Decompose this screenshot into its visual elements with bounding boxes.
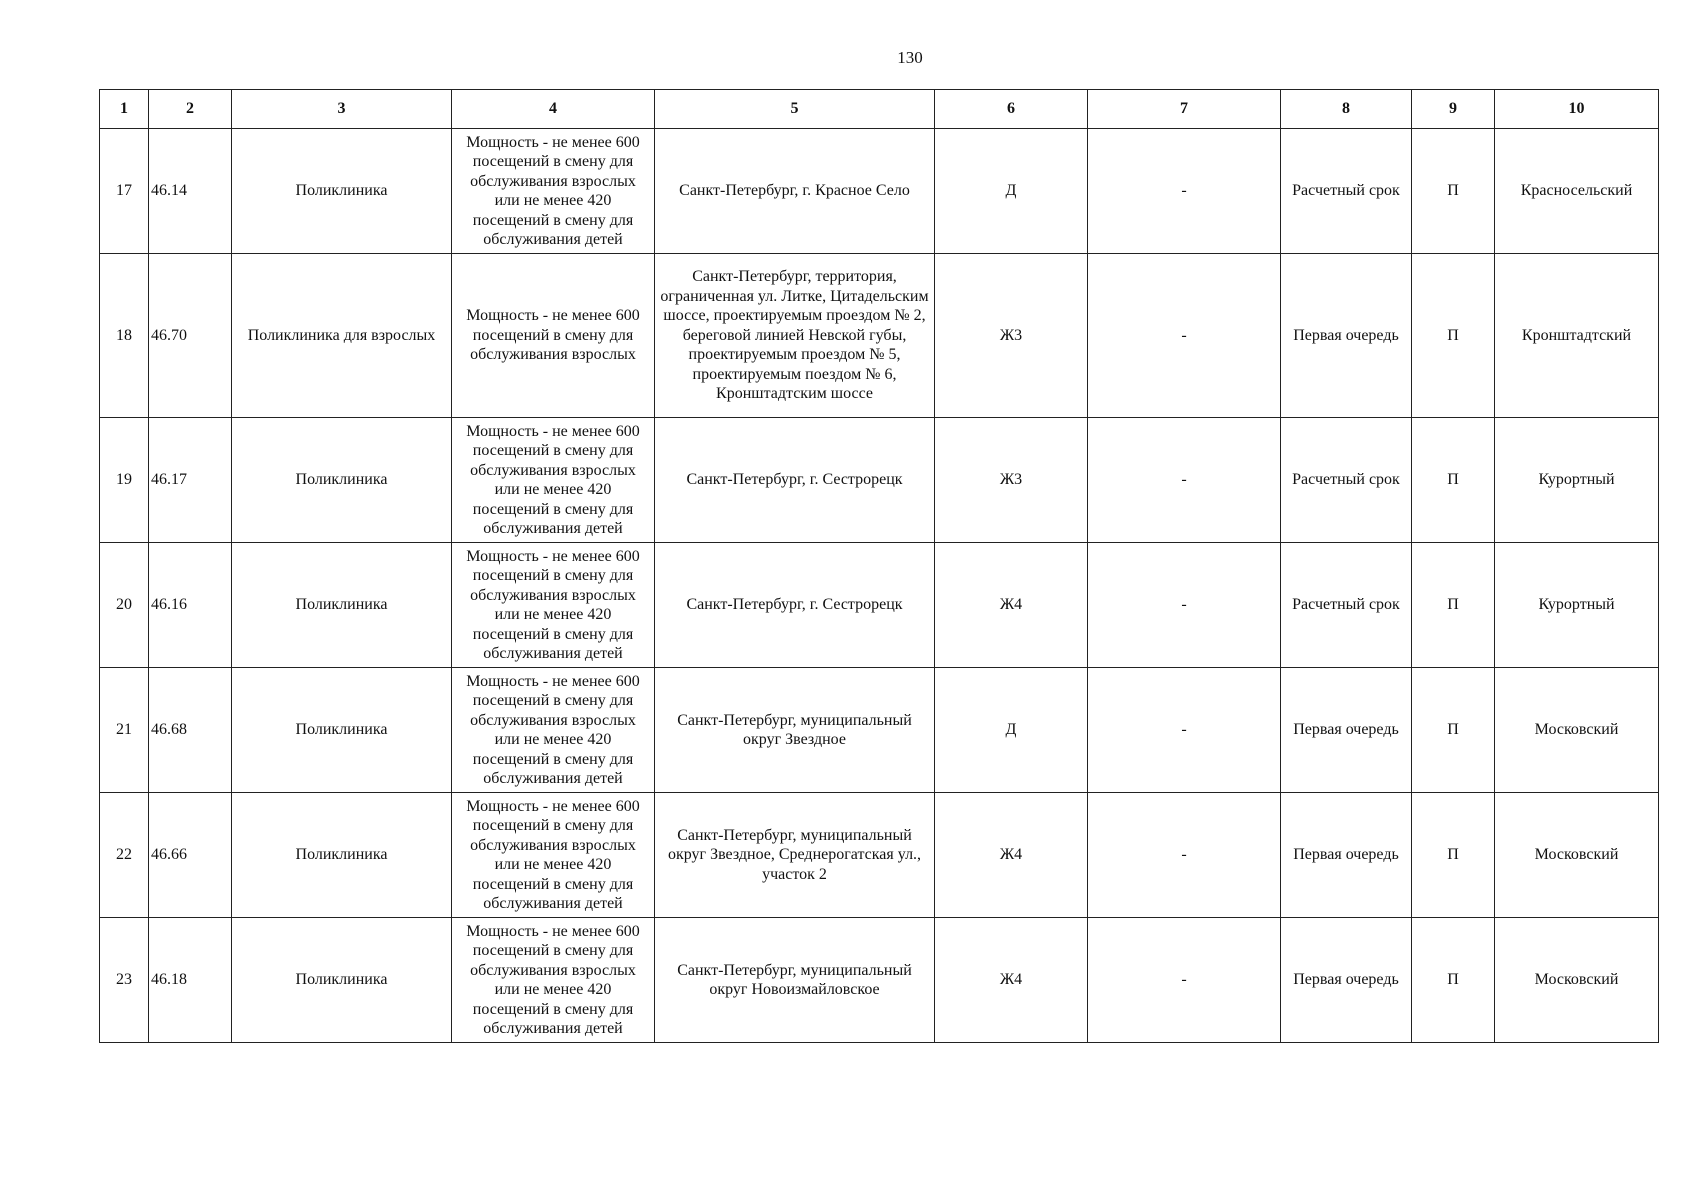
cell-location: Санкт-Петербург, муниципальный округ Новоизмайловское — [655, 918, 935, 1043]
cell-term: Первая очередь — [1281, 254, 1412, 418]
cell-zone: Д — [935, 668, 1088, 793]
cell-facility-name: Поликлиника — [232, 543, 452, 668]
cell-location: Санкт-Петербург, муниципальный округ Звездное — [655, 668, 935, 793]
cell-district: Московский — [1495, 918, 1659, 1043]
cell-col7: - — [1088, 668, 1281, 793]
cell-status: П — [1412, 793, 1495, 918]
cell-zone: Д — [935, 129, 1088, 254]
cell-facility-name: Поликлиника — [232, 129, 452, 254]
cell-number: 17 — [100, 129, 149, 254]
cell-code: 46.14 — [149, 129, 232, 254]
cell-facility-name: Поликлиника — [232, 668, 452, 793]
cell-status: П — [1412, 254, 1495, 418]
cell-location: Санкт-Петербург, г. Сестрорецк — [655, 418, 935, 543]
table-row — [100, 668, 1659, 793]
cell-district: Курортный — [1495, 418, 1659, 543]
cell-term: Первая очередь — [1281, 793, 1412, 918]
cell-col7: - — [1088, 129, 1281, 254]
header-col-4: 4 — [452, 90, 655, 129]
cell-district: Курортный — [1495, 543, 1659, 668]
cell-zone: Ж4 — [935, 543, 1088, 668]
cell-term: Первая очередь — [1281, 668, 1412, 793]
cell-code: 46.70 — [149, 254, 232, 418]
header-col-8: 8 — [1281, 90, 1412, 129]
cell-facility-name: Поликлиника для взрослых — [232, 254, 452, 418]
cell-zone: Ж4 — [935, 918, 1088, 1043]
header-col-6: 6 — [935, 90, 1088, 129]
cell-code: 46.17 — [149, 418, 232, 543]
cell-code: 46.18 — [149, 918, 232, 1043]
table-row — [100, 543, 1659, 668]
cell-district: Красносельский — [1495, 129, 1659, 254]
table-row — [100, 418, 1659, 543]
cell-col7: - — [1088, 543, 1281, 668]
cell-number: 20 — [100, 543, 149, 668]
cell-term: Расчетный срок — [1281, 543, 1412, 668]
cell-location: Санкт-Петербург, г. Сестрорецк — [655, 543, 935, 668]
cell-zone: Ж4 — [935, 793, 1088, 918]
cell-facility-name: Поликлиника — [232, 418, 452, 543]
cell-status: П — [1412, 418, 1495, 543]
cell-location: Санкт-Петербург, муниципальный округ Звездное, Среднерогатская ул., участок 2 — [655, 793, 935, 918]
cell-status: П — [1412, 668, 1495, 793]
cell-code: 46.66 — [149, 793, 232, 918]
cell-col7: - — [1088, 418, 1281, 543]
cell-col7: - — [1088, 254, 1281, 418]
cell-district: Кронштадтский — [1495, 254, 1659, 418]
header-col-10: 10 — [1495, 90, 1659, 129]
cell-capacity: Мощность - не менее 600 посещений в смену для обслуживания взрослых или не менее 420 посещений в смену для обслуживания детей — [452, 543, 655, 668]
cell-term: Первая очередь — [1281, 918, 1412, 1043]
header-col-1: 1 — [100, 90, 149, 129]
header-col-7: 7 — [1088, 90, 1281, 129]
cell-capacity: Мощность - не менее 600 посещений в смену для обслуживания взрослых или не менее 420 посещений в смену для обслуживания детей — [452, 668, 655, 793]
cell-location: Санкт-Петербург, территория, ограниченная ул. Литке, Цитадельским шоссе, проектируемым проездом № 2, береговой линией Невской губы, проектируемым проездом № 5, проектируемым поездом № 6, Кронштадтским шоссе — [655, 254, 935, 418]
cell-term: Расчетный срок — [1281, 418, 1412, 543]
cell-zone: Ж3 — [935, 418, 1088, 543]
cell-capacity: Мощность - не менее 600 посещений в смену для обслуживания взрослых или не менее 420 посещений в смену для обслуживания детей — [452, 418, 655, 543]
cell-status: П — [1412, 129, 1495, 254]
cell-capacity: Мощность - не менее 600 посещений в смену для обслуживания взрослых — [452, 254, 655, 418]
table-row — [100, 793, 1659, 918]
table-header-row — [100, 90, 1659, 129]
cell-number: 21 — [100, 668, 149, 793]
cell-col7: - — [1088, 793, 1281, 918]
cell-number: 22 — [100, 793, 149, 918]
cell-location: Санкт-Петербург, г. Красное Село — [655, 129, 935, 254]
cell-status: П — [1412, 543, 1495, 668]
facilities-table — [99, 89, 1659, 1043]
cell-district: Московский — [1495, 793, 1659, 918]
cell-number: 19 — [100, 418, 149, 543]
cell-facility-name: Поликлиника — [232, 793, 452, 918]
cell-number: 18 — [100, 254, 149, 418]
cell-zone: Ж3 — [935, 254, 1088, 418]
header-col-2: 2 — [149, 90, 232, 129]
cell-capacity: Мощность - не менее 600 посещений в смену для обслуживания взрослых или не менее 420 посещений в смену для обслуживания детей — [452, 793, 655, 918]
cell-col7: - — [1088, 918, 1281, 1043]
cell-code: 46.16 — [149, 543, 232, 668]
cell-capacity: Мощность - не менее 600 посещений в смену для обслуживания взрослых или не менее 420 посещений в смену для обслуживания детей — [452, 129, 655, 254]
cell-status: П — [1412, 918, 1495, 1043]
cell-number: 23 — [100, 918, 149, 1043]
table-row — [100, 254, 1659, 418]
cell-term: Расчетный срок — [1281, 129, 1412, 254]
cell-district: Московский — [1495, 668, 1659, 793]
table-row — [100, 918, 1659, 1043]
cell-code: 46.68 — [149, 668, 232, 793]
cell-facility-name: Поликлиника — [232, 918, 452, 1043]
header-col-3: 3 — [232, 90, 452, 129]
table-row — [100, 129, 1659, 254]
page-number: 130 — [897, 48, 923, 67]
header-col-5: 5 — [655, 90, 935, 129]
header-col-9: 9 — [1412, 90, 1495, 129]
cell-capacity: Мощность - не менее 600 посещений в смену для обслуживания взрослых или не менее 420 посещений в смену для обслуживания детей — [452, 918, 655, 1043]
